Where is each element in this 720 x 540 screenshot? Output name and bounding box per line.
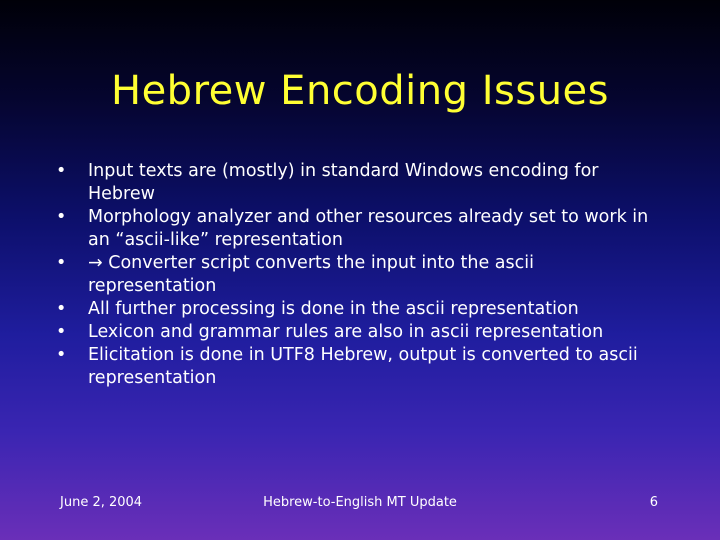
bullet-text: Morphology analyzer and other resources already set to work in an “ascii-like” representation xyxy=(88,207,649,250)
slide-title: Hebrew Encoding Issues xyxy=(110,68,609,114)
bullet-item xyxy=(56,160,666,206)
bullet-text: Input texts are (mostly) in standard Windows encoding for Hebrew xyxy=(88,161,599,204)
bullet-item xyxy=(56,298,666,321)
bullet-marker: • xyxy=(56,161,67,181)
page-number: 6 xyxy=(649,495,658,510)
bullet-item xyxy=(56,206,666,252)
footer-title: Hebrew-to-English MT Update xyxy=(263,495,457,510)
bullet-marker: • xyxy=(56,345,67,365)
bullet-marker: • xyxy=(56,299,67,319)
bullet-text: Lexicon and grammar rules are also in ascii representation xyxy=(88,322,604,342)
bullet-text: All further processing is done in the ascii representation xyxy=(88,299,579,319)
bullet-marker: • xyxy=(56,207,67,227)
bullet-item xyxy=(56,321,666,344)
bullet-text: → Converter script converts the input into the ascii representation xyxy=(88,253,534,296)
bullet-marker: • xyxy=(56,253,67,273)
bullet-marker: • xyxy=(56,322,67,342)
footer-date: June 2, 2004 xyxy=(60,495,143,510)
bullet-item xyxy=(56,344,666,390)
bullet-item xyxy=(56,252,666,298)
bullet-text: Elicitation is done in UTF8 Hebrew, output is converted to ascii representation xyxy=(88,345,638,388)
bullet-list xyxy=(56,160,666,390)
